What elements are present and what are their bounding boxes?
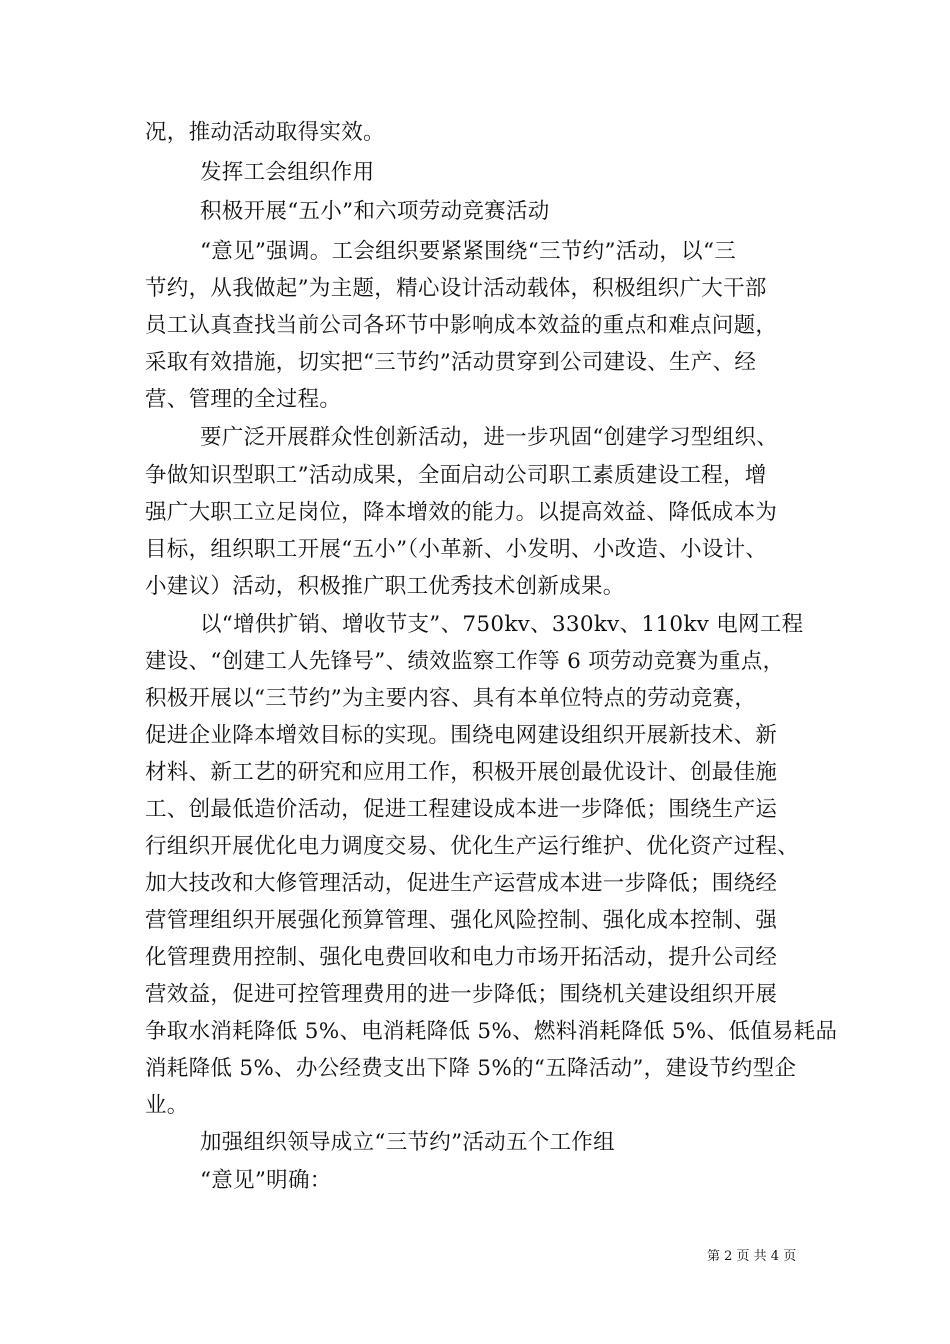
text-line: 建设、“创建工人先锋号”、绩效监察工作等 6 项劳动竞赛为重点， xyxy=(145,649,785,674)
page-number: 第 2 页 共 4 页 xyxy=(707,1249,797,1264)
text-line: 化管理费用控制、强化电费回收和电力市场开拓活动，提升公司经 xyxy=(145,945,778,970)
section-heading: 加强组织领导成立“三节约”活动五个工作组 xyxy=(200,1130,615,1155)
text-line: 员工认真查找当前公司各环节中影响成本效益的重点和难点问题， xyxy=(145,313,778,338)
text-line: 要广泛开展群众性创新活动，进一步巩固“创建学习型组织、 xyxy=(200,425,779,450)
text-line: 强广大职工立足岗位，降本增效的能力。以提高效益、降低成本为 xyxy=(145,500,778,525)
section-heading: 发挥工会组织作用 xyxy=(200,160,375,185)
text-line: 争做知识型职工”活动成果，全面启动公司职工素质建设工程，增 xyxy=(145,463,767,488)
text-line: 小建议）活动，积极推广职工优秀技术创新成果。 xyxy=(145,574,625,599)
text-line: 行组织开展优化电力调度交易、优化生产运行维护、优化资产过程、 xyxy=(145,834,800,859)
text-line: 营效益，促进可控管理费用的进一步降低；围绕机关建设组织开展 xyxy=(145,982,778,1007)
text-line: 目标，组织职工开展“五小”（小革新、小发明、小改造、小设计、 xyxy=(145,537,768,562)
text-line: 加大技改和大修管理活动，促进生产运营成本进一步降低；围绕经 xyxy=(145,871,778,896)
text-line: 采取有效措施，切实把“三节约”活动贯穿到公司建设、生产、经 xyxy=(145,350,757,375)
text-line: 营、管理的全过程。 xyxy=(145,387,342,412)
text-line: 消耗降低 5%、办公经费支出下降 5%的“五降活动”，建设节约型企 xyxy=(145,1056,797,1081)
text-line: 材料、新工艺的研究和应用工作，积极开展创最优设计、创最佳施 xyxy=(145,760,778,785)
text-line: 工、创最低造价活动，促进工程建设成本进一步降低；围绕生产运 xyxy=(145,797,778,822)
section-heading: 积极开展“五小”和六项劳动竞赛活动 xyxy=(200,199,550,224)
text-line: 以“增供扩销、增收节支”、750kv、330kv、110kv 电网工程 xyxy=(200,612,804,637)
text-line: 积极开展以“三节约”为主要内容、具有本单位特点的劳动竞赛， xyxy=(145,686,757,711)
text-line: 促进企业降本增效目标的实现。围绕电网建设组织开展新技术、新 xyxy=(145,723,778,748)
text-line: “意见”明确： xyxy=(200,1168,332,1193)
text-line: 节约，从我做起”为主题，精心设计活动载体，积极组织广大干部 xyxy=(145,276,767,301)
text-line: “意见”强调。工会组织要紧紧围绕“三节约”活动，以“三 xyxy=(200,239,737,264)
text-line: 营管理组织开展强化预算管理、强化风险控制、强化成本控制、强 xyxy=(145,908,778,933)
text-line: 争取水消耗降低 5%、电消耗降低 5%、燃料消耗降低 5%、低值易耗品 xyxy=(145,1019,838,1044)
text-line: 况，推动活动取得实效。 xyxy=(145,120,385,145)
text-line: 业。 xyxy=(145,1093,189,1118)
